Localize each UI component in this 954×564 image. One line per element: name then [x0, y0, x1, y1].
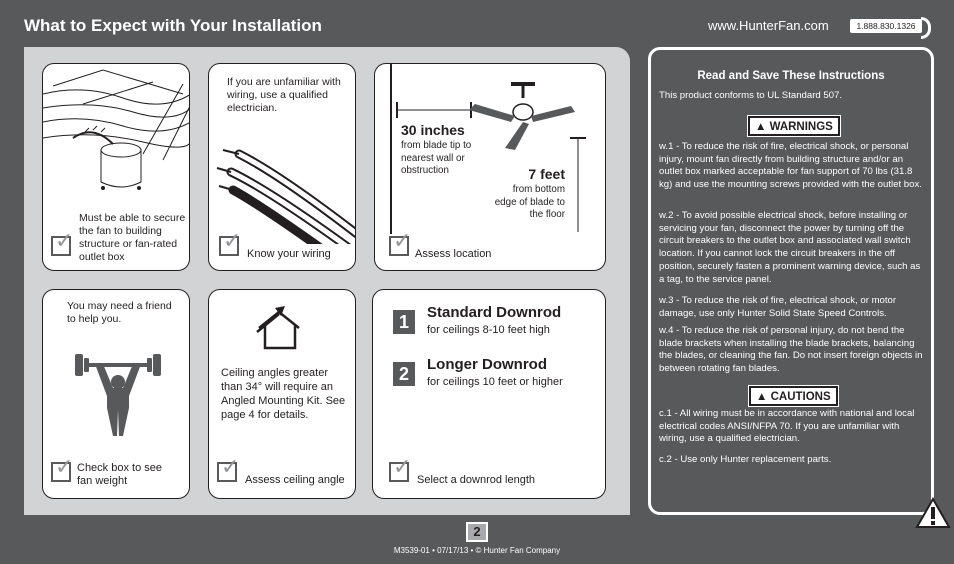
wiring-check-label: Know your wiring	[247, 248, 331, 260]
warning-item: w.1 - To reduce the risk of fire, electrical shock, or personal injury, mount fan directly from building structure and/or an outlet box marked acceptable for fan support of 70 lbs (31.8 kg) and use the mounting screws provided with the outlet box.	[659, 141, 922, 191]
document-footer: M3539-01 • 07/17/13 • © Hunter Fan Company	[393, 546, 561, 555]
warning-item: w.3 - To reduce the risk of fire, electrical shock, or motor damage, use only Hunter Solid State Speed Controls.	[659, 295, 897, 319]
card-weight	[42, 289, 190, 499]
downrod-option-title: Longer Downrod	[427, 356, 547, 373]
caution-icon: ▲	[756, 391, 768, 403]
card-downrod	[372, 289, 606, 499]
weight-checkbox[interactable]	[51, 454, 74, 482]
warning-item: w.4 - To reduce the risk of personal injury, do not bend the blade brackets when installing the blade brackets, balancing the blades, or cleaning the fan. Do not insert foreign objects in between rotating fan blades.	[659, 325, 923, 375]
outlet-checkbox[interactable]	[51, 228, 74, 256]
downrod-checkbox[interactable]	[389, 454, 412, 482]
warning-item: w.2 - To avoid possible electrical shock, before installing or servicing your fan, disconnect the power by turning off the circuit breakers to the outlet box and associated wall switch location. If you cannot lock the circuit breakers in the off position, securely fasten a prominent warning device, such as a tag, to the service panel.	[659, 210, 921, 285]
downrod-option-number: 1	[393, 310, 415, 334]
page-title: What to Expect with Your Installation	[24, 16, 322, 35]
weightlifter-icon	[73, 346, 163, 436]
warning-triangle-icon	[915, 497, 951, 529]
location-check-label: Assess location	[415, 248, 492, 260]
card-location	[374, 63, 606, 271]
card-ceiling-angle	[208, 289, 356, 499]
clearance-wall-desc: from blade tip to nearest wall or obstruction	[401, 140, 472, 176]
clearance-wall-title: 30 inches	[401, 122, 465, 138]
weight-check-label: Check box to see fan weight	[77, 462, 162, 487]
ceiling-outlet-illustration	[43, 64, 190, 214]
outlet-requirement-text: Must be able to secure the fan to building structure or fan-rated outlet box	[79, 212, 186, 263]
downrod-option-subtitle: for ceilings 10 feet or higher	[427, 376, 563, 388]
cautions-label: CAUTIONS	[770, 391, 831, 403]
downrod-check-label: Select a downrod length	[417, 474, 536, 486]
checklist-panel	[24, 47, 630, 515]
warnings-badge	[748, 116, 840, 136]
house-arrow-icon	[253, 304, 313, 354]
angle-check-label: Assess ceiling angle	[245, 474, 345, 486]
weight-advice-text: You may need a friend to help you.	[67, 300, 172, 325]
downrod-option-subtitle: for ceilings 8-10 feet high	[427, 324, 550, 336]
caution-item: c.1 - All wiring must be in accordance with national and local electrical codes ANSI/NFPA 70. If you are unfamiliar with wiring, use a qualified electrician.	[659, 408, 915, 445]
instructions-heading: Read and Save These Instructions	[697, 70, 885, 82]
website-url[interactable]: www.HunterFan.com	[708, 18, 829, 33]
phone-tab-decoration	[921, 17, 931, 39]
check-icon: ✓	[221, 454, 240, 479]
ul-note: This product conforms to UL Standard 507.	[659, 90, 843, 101]
check-icon: ✓	[393, 228, 412, 253]
check-icon: ✓	[55, 228, 74, 253]
caution-item: c.2 - Use only Hunter replacement parts.	[659, 454, 832, 465]
card-wiring	[208, 63, 356, 271]
warnings-label: WARNINGS	[769, 121, 833, 133]
clearance-floor-desc: from bottom edge of blade to the floor	[494, 184, 565, 220]
check-icon: ✓	[393, 454, 412, 479]
cautions-badge	[749, 386, 838, 406]
clearance-floor-title: 7 feet	[528, 166, 565, 182]
downrod-option-title: Standard Downrod	[427, 304, 562, 321]
angle-checkbox[interactable]	[217, 454, 240, 482]
location-checkbox[interactable]	[389, 228, 412, 256]
phone-number: 1.888.830.1326	[850, 19, 922, 33]
instructions-panel	[648, 47, 934, 515]
warning-icon: ▲	[755, 121, 767, 133]
downrod-option-number: 2	[393, 362, 415, 386]
ceiling-angle-text: Ceiling angles greater than 34° will require an Angled Mounting Kit. See page 4 for details.	[221, 367, 346, 421]
check-icon: ✓	[55, 454, 74, 479]
wiring-advice-text: If you are unfamiliar with wiring, use a qualified electrician.	[227, 76, 341, 114]
wires-illustration	[209, 124, 356, 244]
card-outlet-box	[42, 63, 190, 271]
check-icon: ✓	[223, 228, 242, 253]
wiring-checkbox[interactable]	[219, 228, 242, 256]
page-number: 2	[466, 522, 488, 542]
